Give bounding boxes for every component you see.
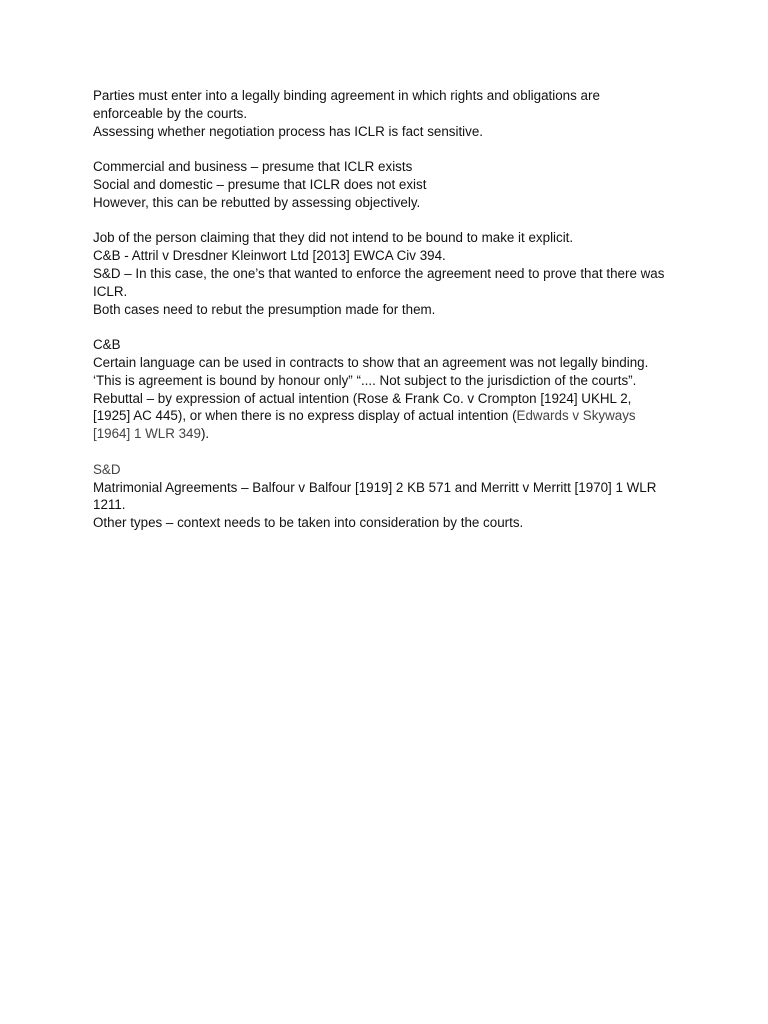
paragraph-commercial-presumption: Commercial and business – presume that ICLR exists bbox=[93, 159, 413, 175]
paragraph-other-types: Other types – context needs to be taken into consideration by the courts. bbox=[93, 515, 524, 531]
paragraph-both-rebut: Both cases need to rebut the presumption made for them. bbox=[93, 301, 436, 317]
paragraph-iclr-definition: Parties must enter into a legally binding agreement in which rights and obligations are enforceable by the courts. bbox=[93, 88, 600, 121]
spacer bbox=[93, 318, 672, 336]
edwards-citation: Edwards v Skyways [1964] 1 WLR 349 bbox=[93, 408, 636, 442]
paragraph-sd-proof: S&D – In this case, the one’s that wanted to enforce the agreement need to prove that there was ICLR. bbox=[93, 265, 665, 299]
heading-cb: C&B bbox=[93, 337, 121, 353]
paragraph-honour-clause: ‘This is agreement is bound by honour only” “.... Not subject to the jurisdiction of the courts”. bbox=[93, 372, 637, 388]
rebuttal-text: Rebuttal – by expression of actual intention (Rose & Frank Co. v Crompton [1924] UKHL 2, [1925] AC 445), or when there is no express display of actual intention ( bbox=[93, 390, 632, 424]
spacer bbox=[93, 443, 672, 461]
spacer bbox=[93, 212, 672, 230]
paragraph-matrimonial: Matrimonial Agreements – Balfour v Balfour [1919] 2 KB 571 and Merritt v Merritt [1970] 1 WLR 1211. bbox=[93, 479, 657, 513]
heading-sd: S&D bbox=[93, 461, 121, 477]
paragraph-certain-language: Certain language can be used in contracts to show that an agreement was not legally binding. bbox=[93, 354, 649, 370]
paragraph-social-presumption: Social and domestic – presume that ICLR does not exist bbox=[93, 176, 427, 192]
paragraph-cb-case: C&B - Attril v Dresdner Kleinwort Ltd [2013] EWCA Civ 394. bbox=[93, 248, 446, 264]
paragraph-rebuttal-objective: However, this can be rebutted by assessing objectively. bbox=[93, 194, 421, 210]
spacer bbox=[93, 140, 672, 158]
paragraph-burden: Job of the person claiming that they did not intend to be bound to make it explicit. bbox=[93, 230, 574, 246]
rebuttal-end: ). bbox=[200, 426, 210, 442]
paragraph-fact-sensitive: Assessing whether negotiation process has ICLR is fact sensitive. bbox=[93, 123, 484, 139]
paragraph-rebuttal-cases bbox=[93, 390, 672, 443]
